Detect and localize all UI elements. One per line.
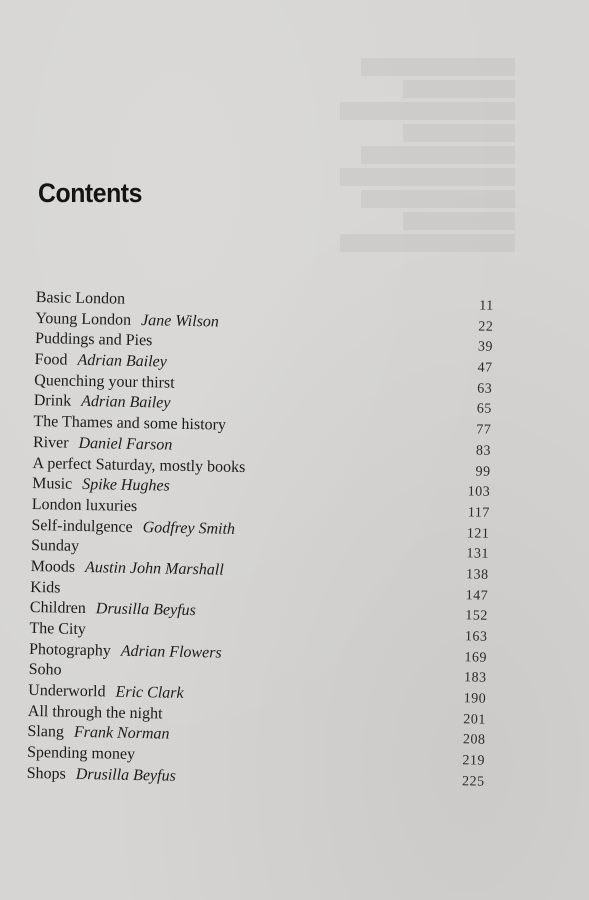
entry-title: Quenching your thirst xyxy=(34,371,175,392)
entry-title: Food xyxy=(34,351,68,369)
entry-page-number: 138 xyxy=(465,567,489,583)
entry-author: Daniel Farson xyxy=(78,434,173,454)
entry-page-number: 63 xyxy=(477,381,493,397)
entry-page-number: 131 xyxy=(466,546,490,562)
entry-title: Kids xyxy=(30,578,61,597)
entry-author: Adrian Bailey xyxy=(80,393,171,413)
entry-title: River xyxy=(32,433,69,452)
entry-title: Young London xyxy=(35,309,132,329)
entry-author: Drusilla Beyfus xyxy=(95,600,196,620)
entry-page-number: 152 xyxy=(465,608,488,625)
entry-title: Underworld xyxy=(28,681,106,701)
entry-title: The Thames and some history xyxy=(33,413,227,434)
entry-title: All through the night xyxy=(27,702,163,723)
entry-title: Shops xyxy=(26,764,66,783)
entry-title: Moods xyxy=(30,557,76,576)
entry-page-number: 163 xyxy=(464,629,488,645)
contents-list xyxy=(26,288,495,793)
entry-page-number: 65 xyxy=(476,401,492,418)
entry-title: A perfect Saturday, mostly books xyxy=(32,454,246,476)
entry-title: Puddings and Pies xyxy=(34,330,153,350)
entry-page-number: 22 xyxy=(478,319,494,335)
entry-title: Self-indulgence xyxy=(31,516,133,536)
entry-page-number: 103 xyxy=(467,484,491,500)
entry-page-number: 201 xyxy=(463,712,486,728)
entry-author: Jane Wilson xyxy=(140,311,220,331)
entry-page-number: 11 xyxy=(479,298,494,314)
entry-title: Children xyxy=(29,599,87,618)
entry-page-number: 219 xyxy=(462,753,486,769)
entry-author: Austin John Marshall xyxy=(84,558,224,579)
entry-page-number: 117 xyxy=(467,505,490,521)
entry-author: Drusilla Beyfus xyxy=(75,765,176,785)
entry-page-number: 183 xyxy=(463,670,487,687)
entry-page-number: 47 xyxy=(477,360,493,376)
entry-author: Eric Clark xyxy=(115,683,184,702)
entry-title: Music xyxy=(32,475,73,493)
entry-page-number: 190 xyxy=(463,691,487,707)
entry-title: Soho xyxy=(28,661,62,679)
entry-page-number: 99 xyxy=(475,463,491,480)
entry-author: Frank Norman xyxy=(73,724,170,744)
entry-title: Slang xyxy=(27,723,65,742)
entry-page-number: 83 xyxy=(475,443,492,459)
entry-title: London luxuries xyxy=(31,495,138,515)
entry-author: Spike Hughes xyxy=(82,476,170,495)
entry-author: Godfrey Smith xyxy=(142,518,236,538)
entry-page-number: 225 xyxy=(461,774,485,790)
entry-page-number: 208 xyxy=(462,732,486,749)
entry-title: The City xyxy=(29,619,87,639)
entry-author: Adrian Flowers xyxy=(120,642,222,662)
entry-page-number: 39 xyxy=(477,339,494,356)
entry-page-number: 169 xyxy=(464,649,488,666)
entry-title: Drink xyxy=(33,392,72,411)
entry-title: Basic London xyxy=(35,288,126,308)
entry-page-number: 121 xyxy=(466,525,490,542)
entry-author: Adrian Bailey xyxy=(77,351,167,371)
entry-title: Photography xyxy=(28,640,111,660)
entry-page-number: 77 xyxy=(476,422,492,438)
show-through-text xyxy=(255,58,515,256)
entry-title: Spending money xyxy=(26,744,136,764)
page-title: Contents xyxy=(38,178,142,208)
entry-title: Sunday xyxy=(30,537,80,556)
entry-page-number: 147 xyxy=(465,587,489,604)
